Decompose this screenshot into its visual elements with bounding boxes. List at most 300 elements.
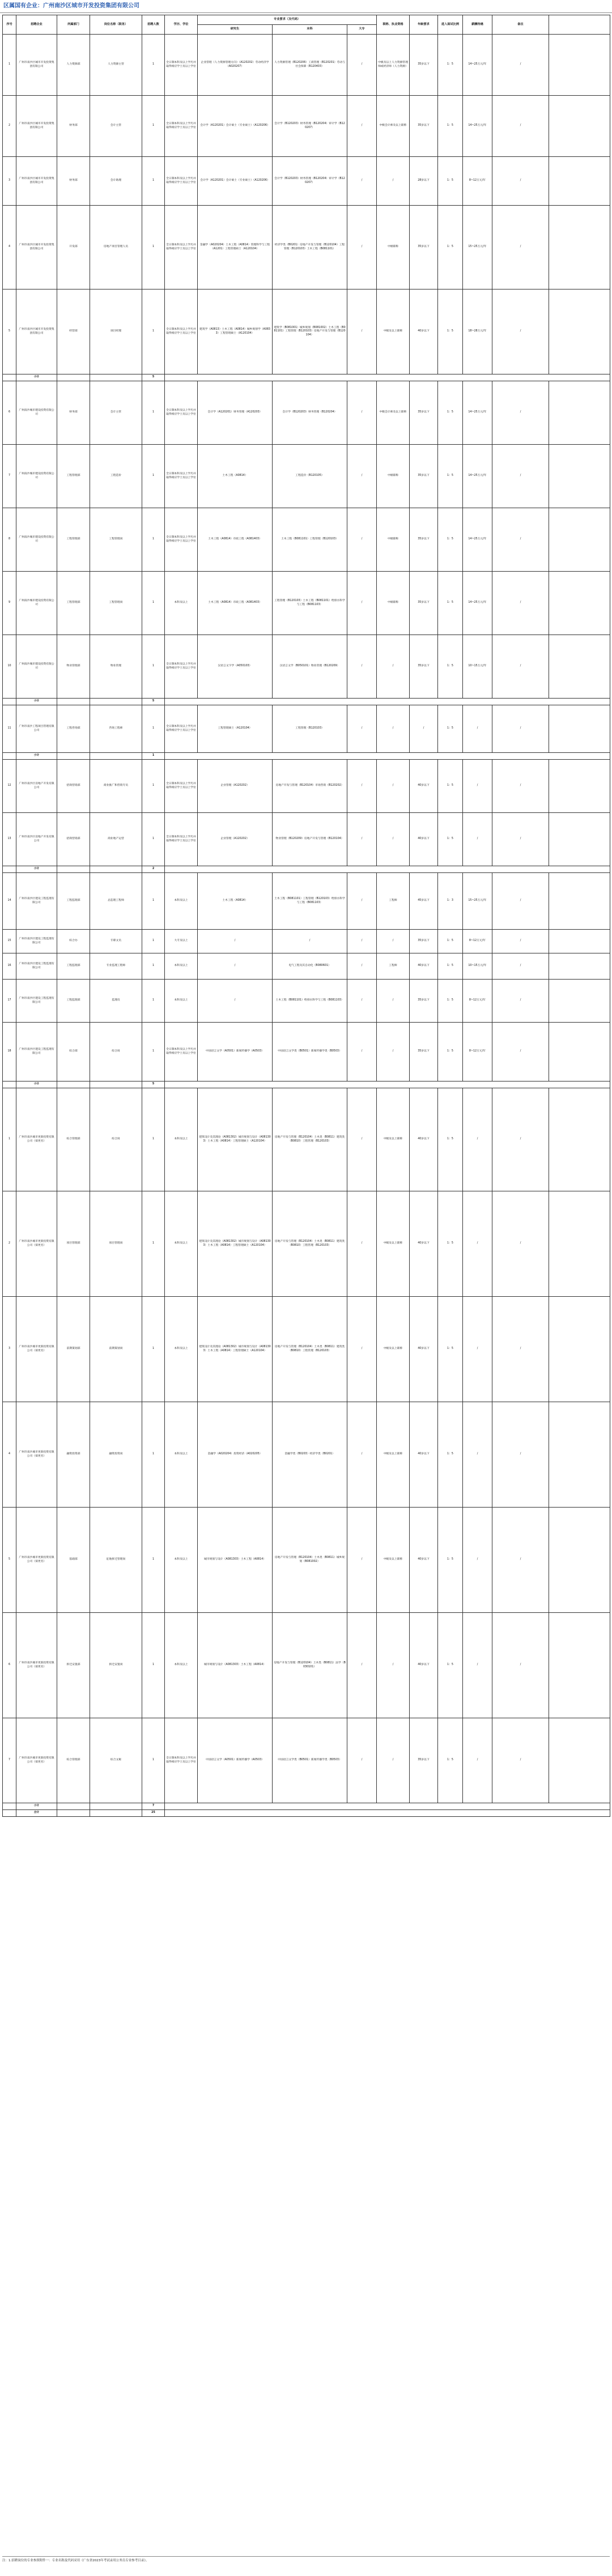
cell-company: 广州市南沙区建设工程监理有限公司	[16, 1023, 57, 1082]
cell-grad: 工程管理硕士（A120104）	[198, 705, 273, 753]
row-no	[3, 1082, 16, 1088]
row-count: 5	[142, 374, 165, 381]
cell-extra	[549, 873, 610, 930]
cell-company: 广州市南沙城市更新投资有限公司（拟更名）	[16, 1613, 57, 1718]
table-row	[3, 96, 610, 157]
cell-grad: /	[198, 930, 273, 953]
table-row	[3, 445, 610, 508]
cell-age: 40岁以下	[410, 1613, 438, 1718]
cell-grad: 企业管理（A120202）	[198, 813, 273, 866]
page-title: 区属国有企业：广州南沙区城市开发投资集团有限公司	[0, 0, 612, 13]
cell-edu: 全日制本科及以上学历并取得相应学士及以上学位	[165, 1023, 198, 1082]
cell-age: 45岁以下	[410, 873, 438, 930]
cell-undergrad: 房地产开发与管理（B120104）土木类（B0811）建筑类（B0810）工程管理（B120103）	[273, 1297, 347, 1402]
table-row	[3, 381, 610, 445]
cell-age: 40岁以下	[410, 1088, 438, 1191]
cell-ratio: 1：5	[438, 289, 463, 374]
col-edu: 学历、学位	[165, 15, 198, 35]
recruitment-table	[2, 15, 610, 1817]
cell-extra	[549, 1613, 610, 1718]
cell-position: 项目管理岗	[90, 1191, 142, 1297]
cell-age: 35岁以下	[410, 930, 438, 953]
cell-dept: 基础部	[57, 1508, 90, 1613]
cell-dept: 开发部	[57, 206, 90, 289]
cell-remark: /	[492, 157, 549, 206]
cell-remark: /	[492, 1613, 549, 1718]
cell-grad: 建筑设计及其理论（A081302）城市规划与设计（A081303）土木工程（A0814）工程管理硕士（A120104）	[198, 1191, 273, 1297]
cell-undergrad: 会计学（B120203）财务管理（B120204）审计学（B120207）	[273, 157, 347, 206]
cell-no: 4	[3, 206, 16, 289]
cell-junior: /	[347, 635, 377, 699]
cell-edu: 全日制本科及以上学历并取得相应学士及以上学位	[165, 35, 198, 96]
cell-ratio: 1：5	[438, 1088, 463, 1191]
cell-undergrad: 汉语言文学（B050101）物业管理（B120209）	[273, 635, 347, 699]
cell-grad: 土木工程（A0814）	[198, 873, 273, 930]
cell-no: 10	[3, 635, 16, 699]
empty-cell	[165, 1082, 610, 1088]
cell-dept: 人力资源部	[57, 35, 90, 96]
cell-grad: /	[198, 953, 273, 980]
table-body	[3, 35, 610, 1817]
cell-company: 广州市南沙城市更新投资有限公司（拟更名）	[16, 1088, 57, 1191]
cell-company: 广州市南沙区建设工程监理有限公司	[16, 930, 57, 953]
cell-dept: 经营部	[57, 289, 90, 374]
cell-position: 综合文秘	[90, 1718, 142, 1803]
cell-salary: 8~12万元/年	[463, 930, 492, 953]
cell-junior: /	[347, 1191, 377, 1297]
cell-ratio: 1：5	[438, 930, 463, 953]
empty-cell	[57, 1803, 90, 1810]
cell-ratio: 1：5	[438, 157, 463, 206]
cell-undergrad: 金融学类（B0203）经济学类（B0201）	[273, 1402, 347, 1508]
cell-age: 35岁以下	[410, 1718, 438, 1803]
cell-company: 广州市南沙工程项目管理有限公司	[16, 705, 57, 753]
cell-undergrad: 工程造价（B120105）	[273, 445, 347, 508]
cell-no: 14	[3, 873, 16, 930]
cell-count: 1	[142, 705, 165, 753]
cell-dept: 财务部	[57, 157, 90, 206]
cell-extra	[549, 1508, 610, 1613]
subtotal-row	[3, 699, 610, 705]
col-company: 招聘企业	[16, 15, 57, 35]
cell-ratio: 1：5	[438, 1402, 463, 1508]
cell-company: 广州南沙城市建设投资有限公司	[16, 508, 57, 572]
cell-edu: 全日制本科及以上学历并取得相应学士及以上学位	[165, 445, 198, 508]
cell-no: 11	[3, 705, 16, 753]
cell-extra	[549, 445, 610, 508]
cell-company: 广州市南沙区房地产开发有限公司	[16, 813, 57, 866]
cell-ratio: 1：5	[438, 1508, 463, 1613]
cell-ratio: 1：5	[438, 980, 463, 1023]
cell-salary: /	[463, 1402, 492, 1508]
cell-dept: 招商营销部	[57, 813, 90, 866]
table-row	[3, 1088, 610, 1191]
cell-age: 40岁以下	[410, 1508, 438, 1613]
cell-no: 4	[3, 1402, 16, 1508]
cell-extra	[549, 206, 610, 289]
cell-salary: 8~12万元/年	[463, 157, 492, 206]
cell-no: 5	[3, 289, 16, 374]
cell-edu: 全日制本科及以上学历并取得相应学士及以上学位	[165, 760, 198, 813]
table-row	[3, 930, 610, 953]
cell-grad: 金融学（A020204）土木工程（A0814）管理科学与工程（A1201）工程管理硕士（A120104）	[198, 206, 273, 289]
table-row	[3, 635, 610, 699]
cell-dept: 综合管理部	[57, 1088, 90, 1191]
row-label: 小计	[16, 699, 57, 705]
cell-dept: 工程管理部	[57, 572, 90, 635]
cell-junior: /	[347, 1508, 377, 1613]
cell-remark: /	[492, 96, 549, 157]
cell-ratio: 1：5	[438, 760, 463, 813]
cell-undergrad: 会计学（B120203）财务管理（B120204）	[273, 381, 347, 445]
row-count: 2	[142, 866, 165, 873]
cell-junior: /	[347, 381, 377, 445]
subtotal-row	[3, 1803, 610, 1810]
table-row	[3, 873, 610, 930]
cell-position: 会计助理	[90, 157, 142, 206]
cell-remark: /	[492, 572, 549, 635]
cell-age: /	[410, 705, 438, 753]
cell-qual: /	[377, 930, 410, 953]
cell-qual: 中级及以上职称	[377, 1191, 410, 1297]
cell-junior: /	[347, 1297, 377, 1402]
cell-age: 35岁以下	[410, 635, 438, 699]
cell-junior: /	[347, 35, 377, 96]
cell-qual: 中级及以上职称	[377, 1088, 410, 1191]
cell-ratio: 1：5	[438, 813, 463, 866]
cell-junior: /	[347, 445, 377, 508]
cell-no: 2	[3, 96, 16, 157]
cell-extra	[549, 157, 610, 206]
cell-salary: 15~25万元/年	[463, 873, 492, 930]
cell-remark: /	[492, 508, 549, 572]
cell-company: 广州市南沙区城市开发投资集团有限公司	[16, 206, 57, 289]
cell-age: 35岁以下	[410, 445, 438, 508]
cell-undergrad: 土木工程（B081101）工程管理（B120103）给排水科学与工程（B081103）	[273, 873, 347, 930]
table-row	[3, 1402, 610, 1508]
cell-qual: 中级职称	[377, 206, 410, 289]
cell-salary: /	[463, 705, 492, 753]
cell-salary: 14~25万元/年	[463, 35, 492, 96]
cell-edu: 全日制本科及以上学历并取得相应学士及以上学位	[165, 96, 198, 157]
cell-qual: 中级会计师及以上职称	[377, 381, 410, 445]
cell-grad: 土木工程（A0814）市政工程（A081403）	[198, 572, 273, 635]
cell-dept: 财务部	[57, 381, 90, 445]
table-row	[3, 1191, 610, 1297]
cell-junior: /	[347, 813, 377, 866]
cell-undergrad: 土木工程（B081101）工程管理（B120103）	[273, 508, 347, 572]
cell-salary: 8~12万元/年	[463, 980, 492, 1023]
table-row	[3, 760, 610, 813]
col-position: 岗位名称（职务）	[90, 15, 142, 35]
cell-edu: 本科及以上	[165, 1613, 198, 1718]
cell-position: 项目经理	[90, 289, 142, 374]
cell-salary: 14~25万元/年	[463, 508, 492, 572]
subtotal-row	[3, 866, 610, 873]
cell-extra	[549, 1402, 610, 1508]
cell-position: 总监理工程师	[90, 873, 142, 930]
cell-count: 1	[142, 953, 165, 980]
empty-cell	[165, 1810, 610, 1817]
cell-extra	[549, 35, 610, 96]
cell-grad: 中国语言文学（A0501）新闻传播学（A0503）	[198, 1718, 273, 1803]
col-count: 招聘人数	[142, 15, 165, 35]
cell-company: 广州市南沙城市更新投资有限公司（拟更名）	[16, 1508, 57, 1613]
cell-dept: 工程监理部	[57, 980, 90, 1023]
empty-cell	[90, 1810, 142, 1817]
cell-company: 广州市南沙城市更新投资有限公司（拟更名）	[16, 1402, 57, 1508]
cell-qual: /	[377, 157, 410, 206]
col-extra	[549, 15, 610, 35]
cell-undergrad: 工程管理（B120103）土木工程（B081101）给排水科学与工程（B081103）	[273, 572, 347, 635]
cell-age: 35岁以下	[410, 35, 438, 96]
cell-extra	[549, 980, 610, 1023]
cell-extra	[549, 705, 610, 753]
table-row	[3, 572, 610, 635]
cell-extra	[549, 813, 610, 866]
empty-cell	[57, 1082, 90, 1088]
cell-salary: /	[463, 1613, 492, 1718]
cell-undergrad: 房地产开发与管理（B120104）土木类（B0811）法学（B030101）	[273, 1613, 347, 1718]
cell-edu: 本科及以上	[165, 1088, 198, 1191]
cell-no: 1	[3, 35, 16, 96]
cell-junior: /	[347, 930, 377, 953]
empty-cell	[57, 753, 90, 760]
cell-undergrad: 房地产开发与管理（B120104）土木类（B0811）建筑类（B0810）工程管理（B120103）	[273, 1088, 347, 1191]
cell-junior: /	[347, 1613, 377, 1718]
col-salary: 薪酬待遇	[463, 15, 492, 35]
cell-ratio: 1：5	[438, 206, 463, 289]
row-no	[3, 1803, 16, 1810]
table-row	[3, 1613, 610, 1718]
cell-count: 1	[142, 930, 165, 953]
cell-ratio: 1：5	[438, 1023, 463, 1082]
cell-position: 商业地产运营	[90, 813, 142, 866]
cell-undergrad: 建筑学（B081001）城乡规划（B081002）土木工程（B081101）工程管理（B120103）房地产开发与管理（B120104）	[273, 289, 347, 374]
cell-undergrad: 房地产开发与管理（B120104）市场营销（B120202）	[273, 760, 347, 813]
cell-ratio: 1：5	[438, 381, 463, 445]
table-row	[3, 508, 610, 572]
cell-no: 6	[3, 1613, 16, 1718]
cell-grad: 会计学（A120201）会计硕士（专业硕士）（A120206）	[198, 96, 273, 157]
cell-age: 35岁以下	[410, 1023, 438, 1082]
cell-qual: 中级及以上人力资源管理师或经济师（人力资源）	[377, 35, 410, 96]
empty-cell	[165, 699, 610, 705]
table-row	[3, 35, 610, 96]
table-row	[3, 1718, 610, 1803]
row-count: 7	[142, 1803, 165, 1810]
cell-age: 40岁以下	[410, 1191, 438, 1297]
cell-junior: /	[347, 953, 377, 980]
cell-junior: /	[347, 572, 377, 635]
cell-qual: 中级及以上职称	[377, 1297, 410, 1402]
cell-salary: 14~25万元/年	[463, 381, 492, 445]
cell-salary: /	[463, 760, 492, 813]
cell-qual: /	[377, 813, 410, 866]
cell-count: 1	[142, 873, 165, 930]
cell-no: 18	[3, 1023, 16, 1082]
empty-cell	[90, 699, 142, 705]
cell-dept: 招商营销部	[57, 760, 90, 813]
cell-edu: 全日制本科及以上学历并取得相应学士及以上学位	[165, 1718, 198, 1803]
empty-cell	[90, 374, 142, 381]
cell-count: 1	[142, 157, 165, 206]
cell-age: 40岁以下	[410, 1297, 438, 1402]
col-remark: 备注	[492, 15, 549, 35]
cell-salary: /	[463, 1297, 492, 1402]
cell-undergrad: 经济学类（B0201）房地产开发与管理（B120104）工程管理（B120103）土木工程（B081101）	[273, 206, 347, 289]
cell-position: 物业管理	[90, 635, 142, 699]
cell-ratio: 1：5	[438, 953, 463, 980]
cell-company: 广州市南沙区城市开发投资集团有限公司	[16, 157, 57, 206]
cell-edu: 本科及以上	[165, 1402, 198, 1508]
cell-grad: 城市规划与设计（A081303）土木工程（A0814）	[198, 1508, 273, 1613]
cell-position: 咨询工程师	[90, 705, 142, 753]
cell-grad: 会计学（A120201）会计硕士（专业硕士）（A120206）	[198, 157, 273, 206]
row-label: 小计	[16, 1803, 57, 1810]
cell-remark: /	[492, 1508, 549, 1613]
cell-edu: 本科及以上	[165, 980, 198, 1023]
cell-extra	[549, 930, 610, 953]
cell-salary: /	[463, 1191, 492, 1297]
cell-no: 3	[3, 157, 16, 206]
col-major-group: 专业要求（及代码）	[198, 15, 377, 25]
cell-extra	[549, 1088, 610, 1191]
cell-salary: /	[463, 1718, 492, 1803]
cell-junior: /	[347, 760, 377, 813]
cell-ratio: 1：5	[438, 508, 463, 572]
cell-age: 35岁以下	[410, 96, 438, 157]
cell-position: 综合岗	[90, 1088, 142, 1191]
table-row	[3, 1297, 610, 1402]
cell-company: 广州市南沙城市更新投资有限公司（拟更名）	[16, 1191, 57, 1297]
empty-cell	[165, 753, 610, 760]
table-row	[3, 705, 610, 753]
cell-dept: 工程管理部	[57, 445, 90, 508]
cell-count: 1	[142, 96, 165, 157]
cell-company: 广州市南沙区建设工程监理有限公司	[16, 953, 57, 980]
cell-grad: /	[198, 980, 273, 1023]
cell-company: 广州市南沙区城市开发投资集团有限公司	[16, 35, 57, 96]
cell-extra	[549, 635, 610, 699]
cell-undergrad: 会计学（B120203）财务管理（B120204）审计学（B120207）	[273, 96, 347, 157]
cell-edu: 本科及以上	[165, 953, 198, 980]
cell-undergrad: 物业管理（B120209）房地产开发与管理（B120104）	[273, 813, 347, 866]
col-qual: 职称、执业资格	[377, 15, 410, 35]
empty-cell	[57, 866, 90, 873]
empty-cell	[57, 1810, 90, 1817]
cell-remark: /	[492, 381, 549, 445]
cell-extra	[549, 96, 610, 157]
cell-grad: 建筑设计及其理论（A081302）城市规划与设计（A081303）土木工程（A0814）工程管理硕士（A120104）	[198, 1297, 273, 1402]
cell-dept: 综合部	[57, 1023, 90, 1082]
cell-count: 1	[142, 760, 165, 813]
cell-count: 1	[142, 508, 165, 572]
cell-edu: 大专及以上	[165, 930, 198, 953]
cell-company: 广州市南沙区建设工程监理有限公司	[16, 980, 57, 1023]
cell-extra	[549, 289, 610, 374]
cell-edu: 全日制本科及以上学历并取得相应学士及以上学位	[165, 206, 198, 289]
cell-salary: 18~28万元/年	[463, 289, 492, 374]
cell-no: 12	[3, 760, 16, 813]
cell-junior: /	[347, 980, 377, 1023]
cell-salary: 14~25万元/年	[463, 96, 492, 157]
cell-extra	[549, 760, 610, 813]
cell-remark: /	[492, 760, 549, 813]
cell-qual: 中级职称	[377, 445, 410, 508]
cell-count: 1	[142, 381, 165, 445]
cell-position: 工程管理岗	[90, 572, 142, 635]
cell-dept: 工程监理部	[57, 873, 90, 930]
cell-position: 商业推广和营销专员	[90, 760, 142, 813]
cell-edu: 全日制本科及以上学历并取得相应学士及以上学位	[165, 381, 198, 445]
cell-company: 广州南沙城市建设投资有限公司	[16, 635, 57, 699]
cell-undergrad: 中国语言文学类（B0501）新闻传播学类（B0503）	[273, 1718, 347, 1803]
cell-extra	[549, 1023, 610, 1082]
cell-grad: 城市规划与设计（A081303）土木工程（A0814）	[198, 1613, 273, 1718]
table-row	[3, 953, 610, 980]
cell-salary: 10~15万元/年	[463, 953, 492, 980]
table-row	[3, 1023, 610, 1082]
cell-age: 40岁以下	[410, 813, 438, 866]
cell-qual: /	[377, 705, 410, 753]
cell-ratio: 1：3	[438, 873, 463, 930]
cell-count: 1	[142, 1023, 165, 1082]
cell-no: 15	[3, 930, 16, 953]
cell-age: 35岁以下	[410, 980, 438, 1023]
empty-cell	[57, 699, 90, 705]
cell-qual: 中级职称	[377, 508, 410, 572]
cell-position: 会计主管	[90, 96, 142, 157]
cell-grad: 会计学（A120201）财务管理（A120203）	[198, 381, 273, 445]
cell-junior: /	[347, 705, 377, 753]
cell-company: 广州市南沙区建设工程监理有限公司	[16, 873, 57, 930]
cell-grad: 土木工程（A0814）	[198, 445, 273, 508]
col-ratio: 进入面试比例	[438, 15, 463, 35]
cell-count: 1	[142, 572, 165, 635]
cell-remark: /	[492, 1402, 549, 1508]
cell-salary: 10~15万元/年	[463, 635, 492, 699]
cell-remark: /	[492, 930, 549, 953]
cell-ratio: 1：5	[438, 705, 463, 753]
cell-count: 1	[142, 1718, 165, 1803]
cell-dept: 工程管理部	[57, 508, 90, 572]
col-age: 年龄要求	[410, 15, 438, 35]
cell-ratio: 1：5	[438, 572, 463, 635]
cell-remark: /	[492, 289, 549, 374]
empty-cell	[165, 1803, 610, 1810]
cell-ratio: 1：5	[438, 1613, 463, 1718]
subtotal-row	[3, 1810, 610, 1817]
cell-edu: 全日制本科及以上学历并取得相应学士及以上学位	[165, 289, 198, 374]
cell-no: 16	[3, 953, 16, 980]
row-count: 1	[142, 753, 165, 760]
cell-company: 广州南沙城市建设投资有限公司	[16, 381, 57, 445]
cell-qual: 中级会计师及以上职称	[377, 96, 410, 157]
cell-qual: 中级及以上职称	[377, 1402, 410, 1508]
footnote: 注：1.招聘岗位的专业参照附件一：专业名称及代码采用《广东省2023年考试录用公务员专业参考目录》。	[2, 2556, 610, 2562]
cell-no: 5	[3, 1508, 16, 1613]
cell-extra	[549, 1191, 610, 1297]
cell-remark: /	[492, 980, 549, 1023]
cell-grad: 建筑设计及其理论（A081302）城市规划与设计（A081303）土木工程（A0814）工程管理硕士（A120104）	[198, 1088, 273, 1191]
cell-ratio: 1：5	[438, 1718, 463, 1803]
cell-dept: 融资投资部	[57, 1402, 90, 1508]
cell-qual: /	[377, 760, 410, 813]
cell-grad: 建筑学（A0813）土木工程（A0814）城乡规划学（A0833）工程管理硕士（A120104）	[198, 289, 273, 374]
cell-company: 广州南沙城市建设投资有限公司	[16, 572, 57, 635]
cell-dept: 拆迁安置部	[57, 1613, 90, 1718]
